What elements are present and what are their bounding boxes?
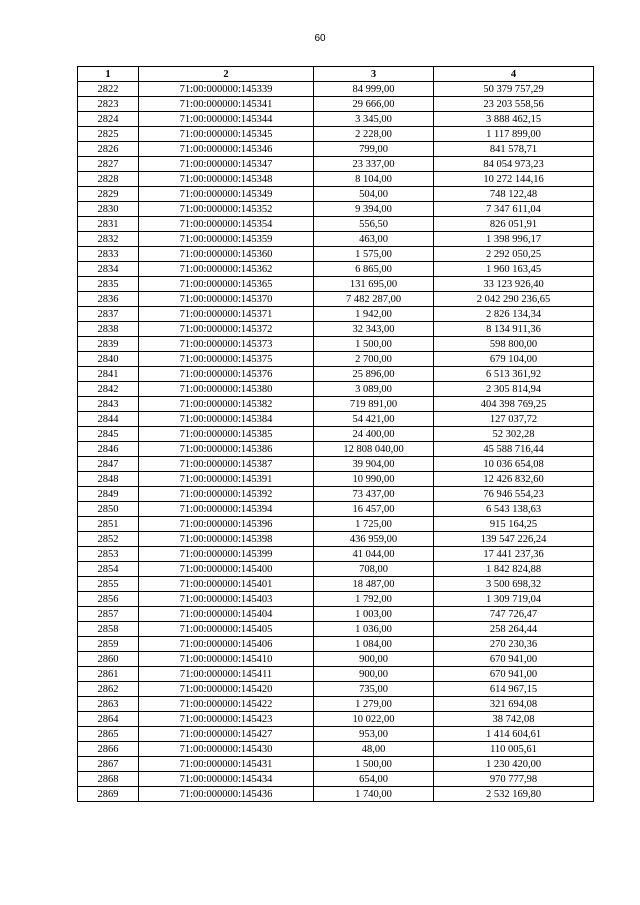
area-cell: 3 345,00 [314,112,434,127]
value-cell: 3 500 698,32 [434,577,594,592]
table-row [78,562,594,577]
cadastral-number-cell: 71:00:000000:145404 [139,607,314,622]
value-cell: 10 036 654,08 [434,457,594,472]
value-cell: 6 543 138,63 [434,502,594,517]
row-number-cell: 2867 [78,757,139,772]
cadastral-number-cell: 71:00:000000:145354 [139,217,314,232]
cadastral-number-cell: 71:00:000000:145436 [139,787,314,802]
table-row [78,547,594,562]
cadastral-number-cell: 71:00:000000:145394 [139,502,314,517]
cadastral-number-cell: 71:00:000000:145380 [139,382,314,397]
area-cell: 953,00 [314,727,434,742]
cadastral-number-cell: 71:00:000000:145372 [139,322,314,337]
value-cell: 2 826 134,34 [434,307,594,322]
area-cell: 29 666,00 [314,97,434,112]
value-cell: 1 842 824,88 [434,562,594,577]
value-cell: 3 888 462,15 [434,112,594,127]
row-number-cell: 2827 [78,157,139,172]
cadastral-number-cell: 71:00:000000:145400 [139,562,314,577]
registry-table [77,66,594,802]
row-number-cell: 2824 [78,112,139,127]
value-cell: 679 104,00 [434,352,594,367]
area-cell: 73 437,00 [314,487,434,502]
area-cell: 1 036,00 [314,622,434,637]
area-cell: 10 022,00 [314,712,434,727]
row-number-cell: 2825 [78,127,139,142]
table-row [78,622,594,637]
area-cell: 1 942,00 [314,307,434,322]
cadastral-number-cell: 71:00:000000:145398 [139,532,314,547]
area-cell: 436 959,00 [314,532,434,547]
cadastral-number-cell: 71:00:000000:145391 [139,472,314,487]
table-row [78,187,594,202]
cadastral-number-cell: 71:00:000000:145352 [139,202,314,217]
cadastral-number-cell: 71:00:000000:145344 [139,112,314,127]
row-number-cell: 2842 [78,382,139,397]
row-number-cell: 2839 [78,337,139,352]
cadastral-number-cell: 71:00:000000:145386 [139,442,314,457]
value-cell: 6 513 361,92 [434,367,594,382]
table-row [78,787,594,802]
row-number-cell: 2823 [78,97,139,112]
row-number-cell: 2822 [78,82,139,97]
table-row [78,652,594,667]
row-number-cell: 2855 [78,577,139,592]
value-cell: 110 005,61 [434,742,594,757]
value-cell: 915 164,25 [434,517,594,532]
cadastral-number-cell: 71:00:000000:145347 [139,157,314,172]
row-number-cell: 2868 [78,772,139,787]
table-row [78,277,594,292]
row-number-cell: 2847 [78,457,139,472]
table-row [78,262,594,277]
row-number-cell: 2840 [78,352,139,367]
cadastral-number-cell: 71:00:000000:145375 [139,352,314,367]
area-cell: 1 279,00 [314,697,434,712]
area-cell: 6 865,00 [314,262,434,277]
header-cell-4: 4 [434,67,594,82]
table-row [78,112,594,127]
row-number-cell: 2832 [78,232,139,247]
value-cell: 50 379 757,29 [434,82,594,97]
row-number-cell: 2844 [78,412,139,427]
area-cell: 16 457,00 [314,502,434,517]
row-number-cell: 2846 [78,442,139,457]
value-cell: 12 426 832,60 [434,472,594,487]
value-cell: 1 398 996,17 [434,232,594,247]
row-number-cell: 2857 [78,607,139,622]
value-cell: 45 588 716,44 [434,442,594,457]
area-cell: 84 999,00 [314,82,434,97]
row-number-cell: 2833 [78,247,139,262]
area-cell: 708,00 [314,562,434,577]
table-row [78,487,594,502]
table-row [78,127,594,142]
table-row [78,202,594,217]
value-cell: 2 042 290 236,65 [434,292,594,307]
cadastral-number-cell: 71:00:000000:145431 [139,757,314,772]
area-cell: 1 003,00 [314,607,434,622]
table-row [78,172,594,187]
cadastral-number-cell: 71:00:000000:145405 [139,622,314,637]
table-row [78,217,594,232]
row-number-cell: 2849 [78,487,139,502]
row-number-cell: 2831 [78,217,139,232]
area-cell: 10 990,00 [314,472,434,487]
table-row [78,727,594,742]
cadastral-number-cell: 71:00:000000:145422 [139,697,314,712]
value-cell: 1 960 163,45 [434,262,594,277]
table-header [78,67,594,82]
area-cell: 2 228,00 [314,127,434,142]
value-cell: 2 532 169,80 [434,787,594,802]
area-cell: 2 700,00 [314,352,434,367]
table-row [78,427,594,442]
table-row [78,592,594,607]
area-cell: 24 400,00 [314,427,434,442]
area-cell: 48,00 [314,742,434,757]
cadastral-number-cell: 71:00:000000:145349 [139,187,314,202]
cadastral-number-cell: 71:00:000000:145411 [139,667,314,682]
row-number-cell: 2860 [78,652,139,667]
row-number-cell: 2853 [78,547,139,562]
table-row [78,772,594,787]
header-cell-1: 1 [78,67,139,82]
table-row [78,397,594,412]
row-number-cell: 2834 [78,262,139,277]
row-number-cell: 2845 [78,427,139,442]
table-row [78,742,594,757]
area-cell: 1 500,00 [314,757,434,772]
area-cell: 900,00 [314,652,434,667]
row-number-cell: 2826 [78,142,139,157]
row-number-cell: 2866 [78,742,139,757]
row-number-cell: 2865 [78,727,139,742]
value-cell: 404 398 769,25 [434,397,594,412]
row-number-cell: 2836 [78,292,139,307]
row-number-cell: 2864 [78,712,139,727]
table-row [78,442,594,457]
table-row [78,532,594,547]
area-cell: 39 904,00 [314,457,434,472]
row-number-cell: 2838 [78,322,139,337]
row-number-cell: 2828 [78,172,139,187]
area-cell: 900,00 [314,667,434,682]
cadastral-number-cell: 71:00:000000:145420 [139,682,314,697]
cadastral-number-cell: 71:00:000000:145387 [139,457,314,472]
row-number-cell: 2851 [78,517,139,532]
value-cell: 258 264,44 [434,622,594,637]
area-cell: 7 482 287,00 [314,292,434,307]
row-number-cell: 2850 [78,502,139,517]
page-number: 60 [314,33,326,44]
area-cell: 463,00 [314,232,434,247]
header-cell-3: 3 [314,67,434,82]
cadastral-number-cell: 71:00:000000:145403 [139,592,314,607]
value-cell: 1 230 420,00 [434,757,594,772]
value-cell: 1 117 899,00 [434,127,594,142]
value-cell: 8 134 911,36 [434,322,594,337]
table-row [78,352,594,367]
table-row [78,292,594,307]
table-row [78,667,594,682]
row-number-cell: 2863 [78,697,139,712]
value-cell: 23 203 558,56 [434,97,594,112]
area-cell: 735,00 [314,682,434,697]
table-row [78,382,594,397]
cadastral-number-cell: 71:00:000000:145359 [139,232,314,247]
table-row [78,307,594,322]
cadastral-number-cell: 71:00:000000:145345 [139,127,314,142]
cadastral-number-cell: 71:00:000000:145365 [139,277,314,292]
row-number-cell: 2829 [78,187,139,202]
table-row [78,142,594,157]
cadastral-number-cell: 71:00:000000:145373 [139,337,314,352]
value-cell: 127 037,72 [434,412,594,427]
area-cell: 32 343,00 [314,322,434,337]
value-cell: 33 123 926,40 [434,277,594,292]
value-cell: 1 309 719,04 [434,592,594,607]
area-cell: 719 891,00 [314,397,434,412]
cadastral-number-cell: 71:00:000000:145392 [139,487,314,502]
area-cell: 1 084,00 [314,637,434,652]
table-row [78,757,594,772]
cadastral-number-cell: 71:00:000000:145376 [139,367,314,382]
value-cell: 10 272 144,16 [434,172,594,187]
value-cell: 670 941,00 [434,667,594,682]
cadastral-number-cell: 71:00:000000:145434 [139,772,314,787]
table-row [78,502,594,517]
value-cell: 76 946 554,23 [434,487,594,502]
row-number-cell: 2848 [78,472,139,487]
value-cell: 598 800,00 [434,337,594,352]
value-cell: 670 941,00 [434,652,594,667]
row-number-cell: 2861 [78,667,139,682]
value-cell: 614 967,15 [434,682,594,697]
area-cell: 23 337,00 [314,157,434,172]
row-number-cell: 2835 [78,277,139,292]
value-cell: 747 726,47 [434,607,594,622]
area-cell: 41 044,00 [314,547,434,562]
row-number-cell: 2837 [78,307,139,322]
table-row [78,637,594,652]
table-body [78,82,594,802]
header-cell-2: 2 [139,67,314,82]
row-number-cell: 2830 [78,202,139,217]
area-cell: 1 500,00 [314,337,434,352]
table-row [78,697,594,712]
row-number-cell: 2854 [78,562,139,577]
cadastral-number-cell: 71:00:000000:145339 [139,82,314,97]
cadastral-number-cell: 71:00:000000:145410 [139,652,314,667]
value-cell: 321 694,08 [434,697,594,712]
area-cell: 9 394,00 [314,202,434,217]
table-row [78,82,594,97]
table-row [78,97,594,112]
value-cell: 748 122,48 [434,187,594,202]
table-row [78,682,594,697]
value-cell: 7 347 611,04 [434,202,594,217]
row-number-cell: 2858 [78,622,139,637]
row-number-cell: 2843 [78,397,139,412]
area-cell: 1 792,00 [314,592,434,607]
cadastral-number-cell: 71:00:000000:145370 [139,292,314,307]
area-cell: 25 896,00 [314,367,434,382]
table-row [78,157,594,172]
table-row [78,607,594,622]
row-number-cell: 2862 [78,682,139,697]
table-row [78,712,594,727]
value-cell: 270 230,36 [434,637,594,652]
value-cell: 38 742,08 [434,712,594,727]
cadastral-number-cell: 71:00:000000:145396 [139,517,314,532]
area-cell: 131 695,00 [314,277,434,292]
table-row [78,367,594,382]
area-cell: 1 575,00 [314,247,434,262]
cadastral-number-cell: 71:00:000000:145346 [139,142,314,157]
table-row [78,577,594,592]
row-number-cell: 2841 [78,367,139,382]
cadastral-number-cell: 71:00:000000:145341 [139,97,314,112]
value-cell: 970 777,98 [434,772,594,787]
area-cell: 556,50 [314,217,434,232]
table-row [78,412,594,427]
cadastral-number-cell: 71:00:000000:145382 [139,397,314,412]
value-cell: 17 441 237,36 [434,547,594,562]
area-cell: 504,00 [314,187,434,202]
cadastral-number-cell: 71:00:000000:145360 [139,247,314,262]
cadastral-number-cell: 71:00:000000:145406 [139,637,314,652]
row-number-cell: 2869 [78,787,139,802]
cadastral-number-cell: 71:00:000000:145384 [139,412,314,427]
cadastral-number-cell: 71:00:000000:145371 [139,307,314,322]
row-number-cell: 2859 [78,637,139,652]
value-cell: 2 305 814,94 [434,382,594,397]
cadastral-number-cell: 71:00:000000:145399 [139,547,314,562]
row-number-cell: 2852 [78,532,139,547]
value-cell: 1 414 604,61 [434,727,594,742]
cadastral-number-cell: 71:00:000000:145362 [139,262,314,277]
header-row [78,67,594,82]
cadastral-number-cell: 71:00:000000:145401 [139,577,314,592]
table-row [78,472,594,487]
cadastral-number-cell: 71:00:000000:145427 [139,727,314,742]
cadastral-number-cell: 71:00:000000:145423 [139,712,314,727]
value-cell: 841 578,71 [434,142,594,157]
area-cell: 3 089,00 [314,382,434,397]
table-row [78,322,594,337]
area-cell: 18 487,00 [314,577,434,592]
area-cell: 654,00 [314,772,434,787]
area-cell: 1 740,00 [314,787,434,802]
table-row [78,337,594,352]
area-cell: 799,00 [314,142,434,157]
cadastral-number-cell: 71:00:000000:145430 [139,742,314,757]
value-cell: 2 292 050,25 [434,247,594,262]
cadastral-number-cell: 71:00:000000:145385 [139,427,314,442]
value-cell: 139 547 226,24 [434,532,594,547]
table-row [78,247,594,262]
cadastral-number-cell: 71:00:000000:145348 [139,172,314,187]
area-cell: 1 725,00 [314,517,434,532]
value-cell: 84 054 973,23 [434,157,594,172]
area-cell: 54 421,00 [314,412,434,427]
area-cell: 8 104,00 [314,172,434,187]
table-row [78,232,594,247]
area-cell: 12 808 040,00 [314,442,434,457]
row-number-cell: 2856 [78,592,139,607]
value-cell: 52 302,28 [434,427,594,442]
table-row [78,517,594,532]
value-cell: 826 051,91 [434,217,594,232]
table-row [78,457,594,472]
